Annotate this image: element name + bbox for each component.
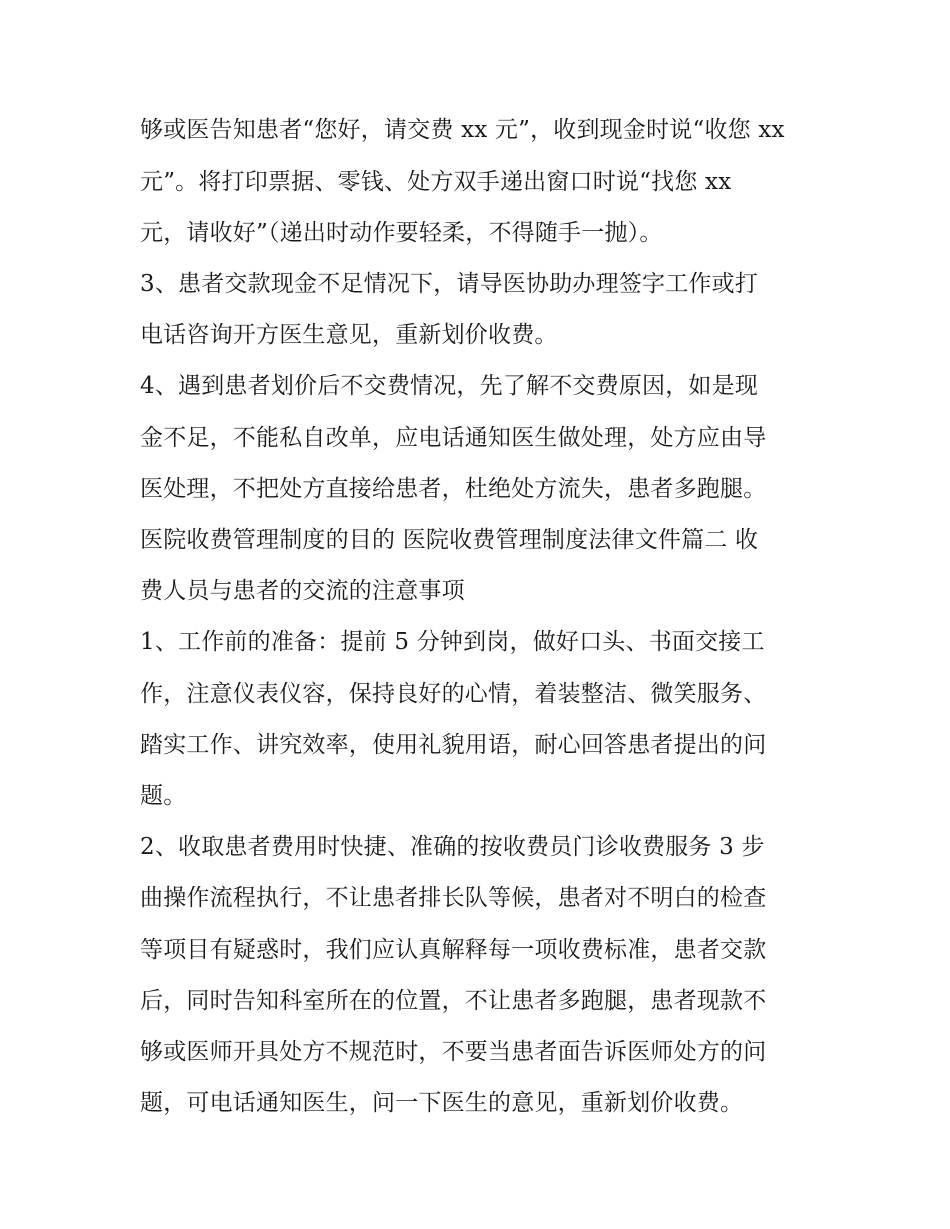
- text-line: 够或医师开具处方不规范时，不要当患者面告诉医师处方的问: [140, 1039, 767, 1065]
- text-line: 元”。将打印票据、零钱、处方双手递出窗口时说“找您 xx: [140, 169, 732, 195]
- text-line: 够或医告知患者“您好，请交费 xx 元”，收到现金时说“收您 xx: [140, 117, 785, 143]
- text-line: 元，请收好”（递出时动作要轻柔，不得随手一抛）。: [140, 220, 663, 246]
- text-line: 后，同时告知科室所在的位置，不让患者多跑腿，患者现款不: [140, 988, 767, 1014]
- text-line: 题。: [140, 783, 187, 809]
- text-line: 作，注意仪表仪容，保持良好的心情，着装整洁、微笑服务、: [140, 681, 767, 707]
- text-line: 4、遇到患者划价后不交费情况，先了解不交费原因，如是现: [140, 373, 759, 399]
- text-line: 医处理，不把处方直接给患者，杜绝处方流失，患者多跑腿。: [140, 476, 767, 502]
- section-heading-line: 医院收费管理制度的目的 医院收费管理制度法律文件篇二 收: [140, 527, 759, 553]
- text-line: 题，可电话通知医生，问一下医生的意见，重新划价收费。: [140, 1090, 744, 1116]
- text-line: 2、收取患者费用时快捷、准确的按收费员门诊收费服务 3 步: [140, 834, 765, 860]
- text-line: 电话咨询开方医生意见，重新划价收费。: [140, 322, 558, 348]
- text-line: 踏实工作、讲究效率，使用礼貌用语，耐心回答患者提出的问: [140, 732, 767, 758]
- text-line: 曲操作流程执行，不让患者排长队等候，患者对不明白的检查: [140, 885, 767, 911]
- text-line: 1、工作前的准备：提前 5 分钟到岗，做好口头、书面交接工: [140, 629, 765, 655]
- text-line: 3、患者交款现金不足情况下，请导医协助办理签字工作或打: [140, 271, 759, 297]
- section-heading-line: 费人员与患者的交流的注意事项: [140, 578, 465, 604]
- text-line: 等项目有疑惑时，我们应认真解释每一项收费标准，患者交款: [140, 937, 767, 963]
- text-line: 金不足，不能私自改单，应电话通知医生做处理，处方应由导: [140, 425, 767, 451]
